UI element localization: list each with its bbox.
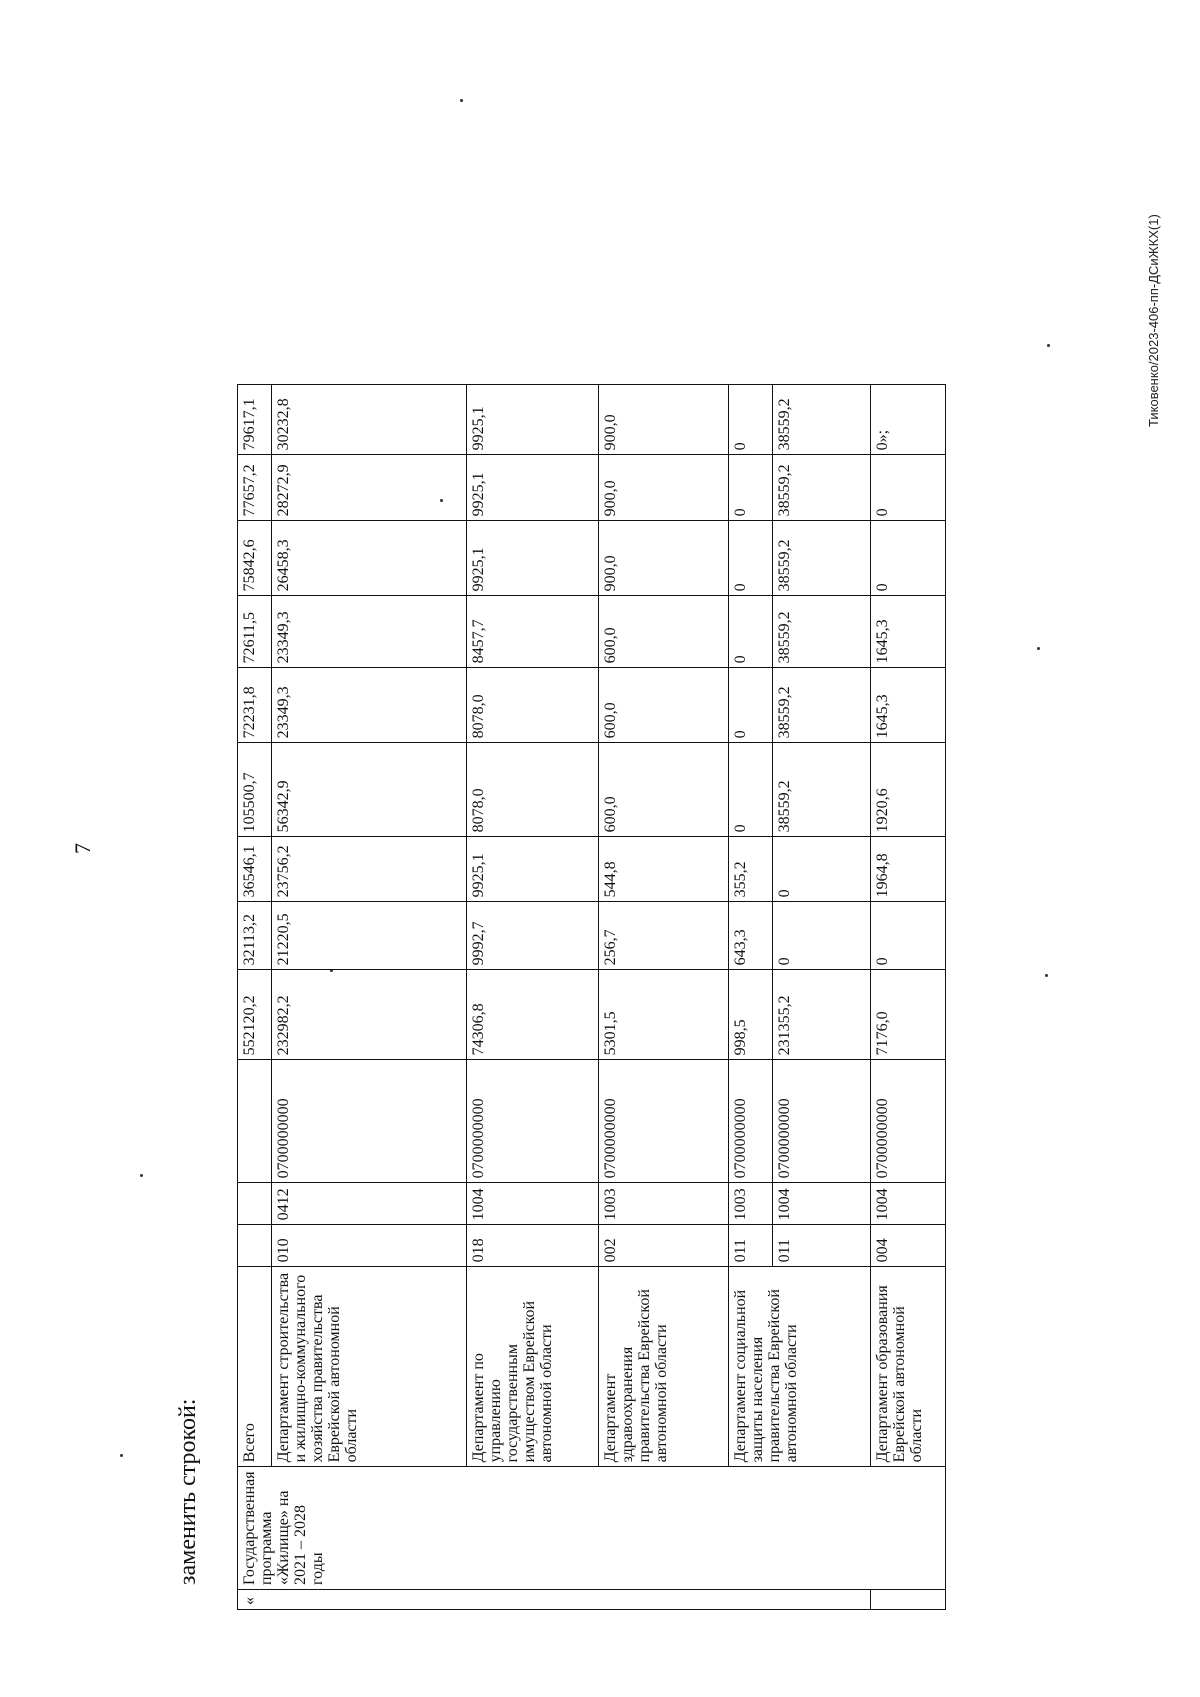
scan-speck (1037, 647, 1040, 650)
section-code: 1003 (729, 1183, 773, 1225)
grbs-code: 011 (773, 1225, 871, 1267)
empty-cell (238, 1225, 272, 1267)
amount-cell: 600,0 (599, 743, 729, 837)
amount-cell: 0 (729, 668, 773, 743)
amount-cell: 900,0 (599, 455, 729, 521)
section-code: 0412 (272, 1183, 467, 1225)
scan-speck (460, 99, 463, 102)
amount-cell: 9925,1 (467, 521, 599, 596)
amount-cell: 900,0 (599, 385, 729, 455)
total-value: 552120,2 (238, 970, 272, 1060)
scan-speck (120, 1454, 123, 1457)
section-code: 1004 (871, 1183, 946, 1225)
target-article-code: 0700000000 (773, 1060, 871, 1183)
empty-cell (238, 1183, 272, 1225)
grbs-code: 004 (871, 1225, 946, 1267)
amount-cell: 0 (729, 521, 773, 596)
total-value: 72231,8 (238, 668, 272, 743)
amount-cell: 8078,0 (467, 743, 599, 837)
amount-cell: 0»; (871, 385, 946, 455)
department-label: Департамент социальной защиты населения правительства Еврейской автономной области (729, 1267, 871, 1467)
amount-cell: 38559,2 (773, 521, 871, 596)
amount-cell: 7176,0 (871, 970, 946, 1060)
total-value: 32113,2 (238, 902, 272, 970)
amount-cell: 600,0 (599, 668, 729, 743)
amount-cell: 8457,7 (467, 596, 599, 668)
amount-cell: 1645,3 (871, 668, 946, 743)
amount-cell: 900,0 (599, 521, 729, 596)
amount-cell: 38559,2 (773, 385, 871, 455)
amount-cell: 74306,8 (467, 970, 599, 1060)
target-article-code: 0700000000 (272, 1060, 467, 1183)
total-value: 79617,1 (238, 385, 272, 455)
target-article-code: 0700000000 (871, 1060, 946, 1183)
section-code: 1003 (599, 1183, 729, 1225)
amount-cell: 1920,6 (871, 743, 946, 837)
amount-cell: 231355,2 (773, 970, 871, 1060)
amount-cell: 23349,3 (272, 596, 467, 668)
amount-cell: 38559,2 (773, 743, 871, 837)
empty-cell (238, 1060, 272, 1183)
amount-cell: 0 (729, 743, 773, 837)
amount-cell: 643,3 (729, 902, 773, 970)
section-code: 1004 (467, 1183, 599, 1225)
grbs-code: 018 (467, 1225, 599, 1267)
department-label: Департамент строительства и жилищно-коммунального хозяйства правительства Еврейской автономной области (272, 1267, 467, 1467)
amount-cell: 355,2 (729, 837, 773, 902)
total-label: Всего (238, 1267, 272, 1467)
amount-cell: 0 (871, 902, 946, 970)
page-number: 7 (70, 843, 95, 854)
grbs-code: 002 (599, 1225, 729, 1267)
amount-cell: 0 (773, 902, 871, 970)
amount-cell: 9925,1 (467, 385, 599, 455)
department-label: Департамент здравоохранения правительства Еврейской автономной области (599, 1267, 729, 1467)
amount-cell: 38559,2 (773, 455, 871, 521)
amount-cell: 0 (729, 385, 773, 455)
amount-cell: 8078,0 (467, 668, 599, 743)
amount-cell: 9925,1 (467, 455, 599, 521)
scan-speck (140, 1174, 143, 1177)
amount-cell: 38559,2 (773, 668, 871, 743)
amount-cell: 9925,1 (467, 837, 599, 902)
table-row (729, 385, 773, 1610)
table-row (871, 385, 946, 1610)
table-row-total (238, 385, 272, 1610)
amount-cell: 23756,2 (272, 837, 467, 902)
open-quote-cell: « (238, 1590, 871, 1610)
amount-cell: 30232,8 (272, 385, 467, 455)
department-label: Департамент образования Еврейской автономной области (871, 1267, 946, 1467)
amount-cell: 0 (773, 837, 871, 902)
amount-cell: 544,8 (599, 837, 729, 902)
amount-cell: 600,0 (599, 596, 729, 668)
amount-cell: 9992,7 (467, 902, 599, 970)
scan-speck (1045, 974, 1048, 977)
footer-code: Тиковенко/2023-406-пп-ДСиЖКХ(1) (1146, 214, 1161, 427)
total-value: 77657,2 (238, 455, 272, 521)
amount-cell: 5301,5 (599, 970, 729, 1060)
amount-cell: 1645,3 (871, 596, 946, 668)
table-row (599, 385, 729, 1610)
target-article-code: 0700000000 (467, 1060, 599, 1183)
grbs-code: 011 (729, 1225, 773, 1267)
amount-cell: 21220,5 (272, 902, 467, 970)
program-name-cell: Государственная программа «Жилище» на 2021 – 2028 годы (238, 1467, 946, 1590)
amount-cell: 0 (729, 455, 773, 521)
scan-speck (1047, 344, 1050, 347)
target-article-code: 0700000000 (599, 1060, 729, 1183)
amount-cell: 38559,2 (773, 596, 871, 668)
amount-cell: 256,7 (599, 902, 729, 970)
amount-cell: 28272,9 (272, 455, 467, 521)
target-article-code: 0700000000 (729, 1060, 773, 1183)
empty-cell (871, 1590, 946, 1610)
total-value: 72611,5 (238, 596, 272, 668)
table-row (467, 385, 599, 1610)
total-value: 75842,6 (238, 521, 272, 596)
amount-cell: 0 (729, 596, 773, 668)
intro-text: заменить строкой: (175, 1398, 201, 1585)
table-row (272, 385, 467, 1610)
amount-cell: 23349,3 (272, 668, 467, 743)
total-value: 36546,1 (238, 837, 272, 902)
amount-cell: 56342,9 (272, 743, 467, 837)
amount-cell: 0 (871, 455, 946, 521)
amount-cell: 1964,8 (871, 837, 946, 902)
total-value: 105500,7 (238, 743, 272, 837)
amount-cell: 232982,2 (272, 970, 467, 1060)
program-finance-table (237, 384, 946, 1610)
amount-cell: 0 (871, 521, 946, 596)
amount-cell: 26458,3 (272, 521, 467, 596)
grbs-code: 010 (272, 1225, 467, 1267)
department-label: Департамент по управлению государственным имуществом Еврейской автономной области (467, 1267, 599, 1467)
amount-cell: 998,5 (729, 970, 773, 1060)
section-code: 1004 (773, 1183, 871, 1225)
